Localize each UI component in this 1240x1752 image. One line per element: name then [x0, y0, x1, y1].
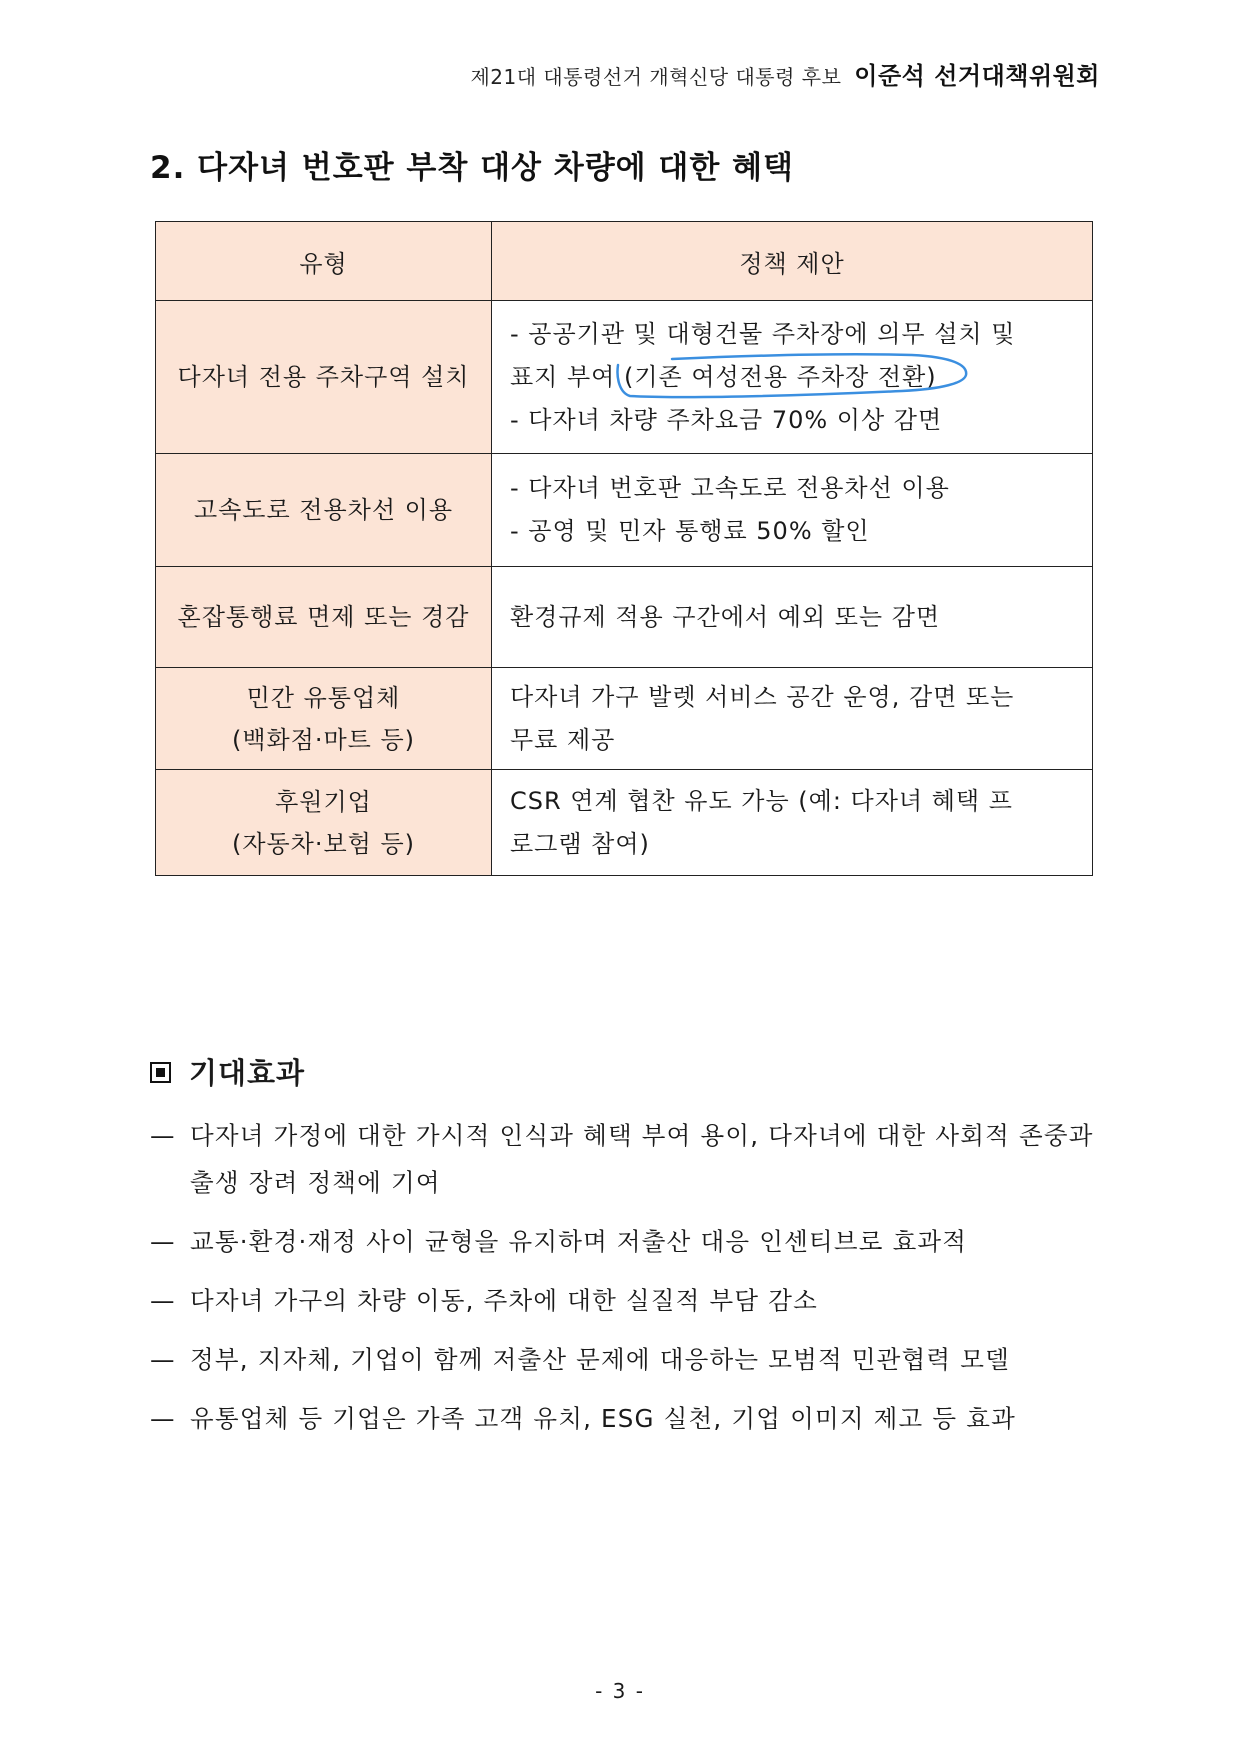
- policy-cell: [492, 301, 1093, 454]
- type-label: 후원기업: [275, 787, 372, 816]
- type-sublabel: (백화점·마트 등): [231, 725, 416, 754]
- table-row: [156, 454, 1093, 567]
- policy-cell: [492, 454, 1093, 567]
- page-number: - 3 -: [595, 1679, 645, 1703]
- table-row: [156, 301, 1093, 454]
- list-item: [150, 1218, 1100, 1265]
- dash-bullet: —: [150, 1227, 176, 1256]
- policy-text: 표지 부여: [510, 362, 624, 391]
- policy-line: - 다자녀 차량 주차요금 70% 이상 감면: [510, 405, 943, 434]
- policy-line: - 다자녀 번호판 고속도로 전용차선 이용: [510, 474, 950, 502]
- effect-text: 다자녀 가정에 대한 가시적 인식과 혜택 부여 용이, 다자녀에 대한 사회적 존중과 출생 장려 정책에 기여: [190, 1121, 1094, 1197]
- square-bullet-icon: [150, 1062, 171, 1083]
- policy-line: 로그램 참여): [510, 829, 650, 858]
- type-cell: [156, 567, 492, 668]
- policy-cell: [492, 567, 1093, 668]
- type-sublabel: (자동차·보험 등): [231, 829, 416, 858]
- header-org: 이준석 선거대책위원회: [854, 62, 1100, 90]
- type-cell: [156, 454, 492, 567]
- type-label: 민간 유통업체: [246, 683, 401, 712]
- section-title: 2. 다자녀 번호판 부착 대상 차량에 대한 혜택: [150, 150, 794, 186]
- effects-title: 기대효과: [189, 1056, 306, 1090]
- column-header-policy: 정책 제안: [492, 222, 1093, 301]
- type-label: 고속도로 전용차선 이용: [193, 496, 454, 524]
- benefits-table: [155, 221, 1093, 876]
- effect-text: 정부, 지자체, 기업이 함께 저출산 문제에 대응하는 모범적 민관협력 모델: [190, 1345, 1011, 1374]
- dash-bullet: —: [150, 1121, 176, 1150]
- table-row: [156, 770, 1093, 876]
- table-header-row: [156, 222, 1093, 301]
- policy-cell: [492, 668, 1093, 770]
- header-prefix: 제21대 대통령선거 개혁신당 대통령 후보: [470, 65, 842, 89]
- pen-annotated-text: [624, 363, 937, 391]
- policy-line: 다자녀 가구 발렛 서비스 공간 운영, 감면 또는: [510, 682, 1015, 711]
- type-cell: [156, 770, 492, 876]
- policy-line: 환경규제 적용 구간에서 예외 또는 감면: [510, 602, 941, 631]
- list-item: [150, 1277, 1100, 1324]
- policy-line: CSR 연계 협찬 유도 가능 (예: 다자녀 혜택 프: [510, 786, 1013, 815]
- list-item: [150, 1112, 1100, 1206]
- policy-line: - 공영 및 민자 통행료 50% 할인: [510, 517, 870, 545]
- effect-text: 유통업체 등 기업은 가족 고객 유치, ESG 실천, 기업 이미지 제고 등 효과: [190, 1404, 1016, 1433]
- effect-text: 교통·환경·재정 사이 균형을 유지하며 저출산 대응 인센티브로 효과적: [190, 1227, 968, 1256]
- table-row: [156, 567, 1093, 668]
- policy-line: [510, 356, 1074, 399]
- effects-list: [150, 1112, 1100, 1454]
- type-cell: [156, 301, 492, 454]
- dash-bullet: —: [150, 1286, 176, 1315]
- type-label: 다자녀 전용 주차구역 설치: [177, 363, 470, 391]
- table-row: [156, 668, 1093, 770]
- effect-text: 다자녀 가구의 차량 이동, 주차에 대한 실질적 부담 감소: [190, 1286, 818, 1315]
- type-label: 혼잡통행료 면제 또는 경감: [177, 603, 470, 631]
- document-header: [470, 56, 1100, 91]
- column-header-type: 유형: [156, 222, 492, 301]
- list-item: [150, 1395, 1100, 1442]
- policy-cell: [492, 770, 1093, 876]
- type-cell: [156, 668, 492, 770]
- policy-line: 무료 제공: [510, 725, 616, 754]
- policy-line: - 공공기관 및 대형건물 주차장에 의무 설치 및: [510, 319, 1016, 348]
- dash-bullet: —: [150, 1345, 176, 1374]
- dash-bullet: —: [150, 1404, 176, 1433]
- policy-text: (기존 여성전용 주차장 전환): [624, 362, 937, 391]
- list-item: [150, 1336, 1100, 1383]
- effects-heading: [150, 1051, 305, 1092]
